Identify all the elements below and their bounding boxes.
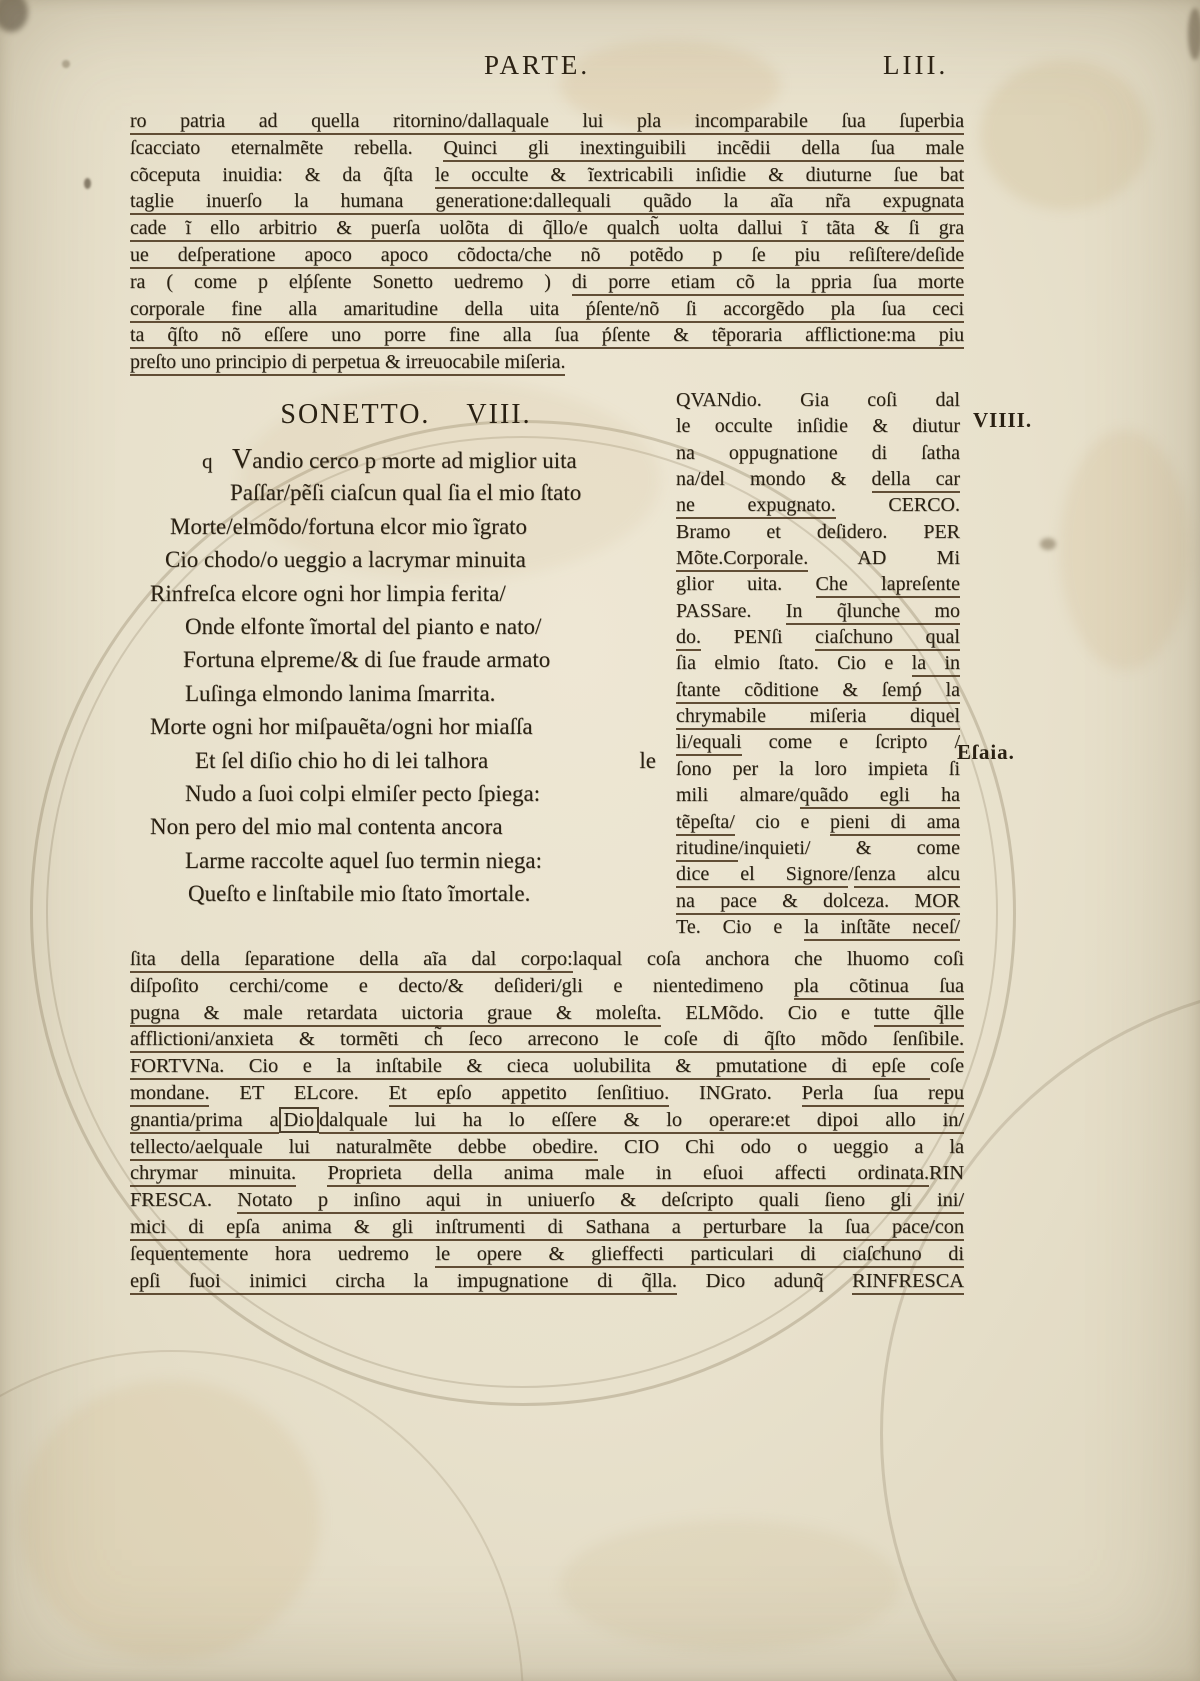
catchword-fragment: le xyxy=(639,747,656,773)
underlined-segment: tellecto/aelquale lui naturalmẽte debbe obedire. xyxy=(130,1136,598,1161)
intro-line xyxy=(130,215,964,242)
commentary-line xyxy=(676,677,960,703)
commentary-line xyxy=(676,598,960,624)
underlined-segment: gnantia/prima a xyxy=(130,1109,279,1134)
underlined-segment: preſto uno principio di perpetua & irreuocabile miſeria. xyxy=(130,351,565,376)
verse-line xyxy=(185,777,670,810)
text-segment: coſe xyxy=(930,1055,964,1078)
text-segment: na/del mondo & xyxy=(676,468,872,491)
commentary-line xyxy=(676,650,960,676)
intro-line xyxy=(130,322,964,349)
commentary-line xyxy=(676,914,960,940)
underlined-segment: li/equali xyxy=(676,731,742,756)
commentary-line xyxy=(676,413,960,439)
intro-paragraph xyxy=(130,108,964,376)
bottom-commentary-line xyxy=(130,1187,964,1214)
underlined-segment: quãdo egli ha xyxy=(800,784,960,809)
verse-line xyxy=(185,844,670,877)
text-segment: cõceputa inuidia: & da q̃ſta xyxy=(130,163,435,186)
commentary-line xyxy=(676,809,960,835)
commentary-line xyxy=(676,387,960,413)
text-segment: Et ſel diſio chio ho di lei talhora xyxy=(195,747,489,773)
paper-stain xyxy=(980,60,1150,210)
text-segment: ſequentemente hora uedremo xyxy=(130,1242,436,1265)
paper-stain xyxy=(1060,430,1190,670)
commentary-line xyxy=(676,782,960,808)
text-segment: ra ( come p elṕſente Sonetto uedremo ) xyxy=(130,270,572,293)
commentary-line xyxy=(676,835,960,861)
underlined-segment: pugna & male retardata uictoria graue & moleſta. xyxy=(130,1002,661,1027)
underlined-segment: ciaſchuno qual xyxy=(815,626,960,651)
verse-line xyxy=(202,443,670,476)
commentary-line xyxy=(676,861,960,887)
commentary-line xyxy=(676,440,960,466)
text-segment: ſono per la loro impieta ſi xyxy=(676,757,960,780)
sonnet-poem xyxy=(150,443,670,910)
underlined-segment: mici di epſa anima & gli inſtrumenti di Sathana a perturbare la ſua pace/con xyxy=(130,1216,964,1241)
margin-note-biblical-reference: Eſaia. xyxy=(957,740,1015,764)
text-segment: come e ſcripto / xyxy=(741,731,960,754)
bottom-commentary-line xyxy=(130,973,964,1000)
verse-line xyxy=(230,476,670,509)
underlined-segment: corporale fine alla amaritudine della uita ṕſente/nõ ſi accorgẽdo pla ſua ceci xyxy=(130,298,964,323)
commentary-line xyxy=(676,571,960,597)
bottom-commentary-line xyxy=(130,1107,964,1134)
verse-line xyxy=(185,677,670,710)
bottom-commentary-line xyxy=(130,1241,964,1268)
underlined-segment: tẽpeſta/ xyxy=(676,811,735,836)
text-segment: CIO Chi odo o ueggio a la xyxy=(598,1135,965,1158)
underlined-segment: dice el Signore xyxy=(676,863,848,888)
commentary-line xyxy=(676,624,960,650)
commentary-column xyxy=(676,387,960,940)
commentary-line xyxy=(676,703,960,729)
underlined-segment: ſenza alcu xyxy=(854,863,961,888)
initial-capital: V xyxy=(232,444,253,475)
underlined-segment: Quinci gli inextinguibili incẽdii della ſua male xyxy=(443,137,964,162)
bottom-commentary-line xyxy=(130,1053,964,1080)
intro-line xyxy=(130,162,964,189)
sonnet-heading-word: SONETTO. xyxy=(280,399,431,430)
bottom-commentary-line xyxy=(130,1268,964,1295)
verse-line xyxy=(150,810,670,843)
verse-line xyxy=(150,710,670,743)
text-segment: ſia elmio ſtato. Cio e xyxy=(676,652,912,675)
underlined-segment: ue deſperatione apoco apoco cõdocta/che nõ potẽdo p ſe piu reſiſtere/deſide xyxy=(130,244,964,269)
underlined-segment: RINFRESCA xyxy=(852,1270,964,1295)
bottom-commentary-line xyxy=(130,1134,964,1161)
text-segment: / xyxy=(847,863,854,886)
intro-line xyxy=(130,349,964,376)
underlined-segment: ne expugnato. xyxy=(676,494,836,519)
underlined-segment: taglie inuerſo la humana generatione:dallequali quãdo la aĩa nr̃a expugnata xyxy=(130,190,964,215)
text-segment: le occulte inſidie & diutur xyxy=(676,415,960,438)
underlined-segment: pieni di ama xyxy=(830,811,960,836)
bottom-commentary-line xyxy=(130,1026,964,1053)
underlined-segment: epſi ſuoi inimici circha la impugnatione di q̃lla. xyxy=(130,1270,677,1295)
commentary-line xyxy=(676,492,960,518)
underlined-segment: Che lapreſente xyxy=(816,573,960,598)
commentary-line xyxy=(676,545,960,571)
text-segment: Larme raccolte aquel ſuo termin niega: xyxy=(185,847,542,873)
text-segment: Onde elfonte ĩmortal del pianto e nato/ xyxy=(185,613,542,639)
verse-line xyxy=(188,877,670,910)
underlined-segment: della car xyxy=(872,468,960,493)
underlined-segment: ſita della ſeparatione della aĩa dal corpo: xyxy=(130,948,573,973)
underlined-segment: ritudine xyxy=(676,837,738,862)
underlined-segment: pla cõtinua ſua xyxy=(794,975,964,1000)
text-segment: PASSare. xyxy=(676,599,786,622)
intro-line xyxy=(130,108,964,135)
text-segment: andio cerco p morte ad miglior uita xyxy=(252,448,577,473)
verse-line xyxy=(150,577,670,610)
underlined-segment: Proprieta della anima male in eſuoi affecti ordinata. xyxy=(327,1162,929,1187)
text-segment: Queſto e linſtabile mio ſtato ĩmortale. xyxy=(188,881,531,907)
bottom-commentary-line xyxy=(130,1000,964,1027)
text-segment: Rinfreſca elcore ogni hor limpia ferita/ xyxy=(150,580,506,606)
underlined-segment: dalquale lui ha lo eſſere & lo operare:et dipoi allo in/ xyxy=(319,1109,964,1134)
folio-number: LIII. xyxy=(883,50,949,80)
underlined-segment: do. xyxy=(676,626,701,651)
commentary-line xyxy=(676,888,960,914)
page-corner-mark xyxy=(0,0,28,32)
margin-note-commentary-number: VIIII. xyxy=(973,408,1033,432)
sonnet-heading xyxy=(150,399,662,431)
text-segment: CERCO. xyxy=(835,494,960,517)
text-segment: Cio chodo/o ueggio a lacrymar minuita xyxy=(165,547,526,573)
underlined-segment: le opere & glieffecti particulari di ciaſchuno di xyxy=(435,1243,964,1268)
verse-line xyxy=(195,744,670,777)
text-segment: cio e xyxy=(734,810,830,833)
text-segment: AD Mi xyxy=(808,547,960,570)
underlined-segment: le occulte & ĩextricabili inſidie & diuturne ſue bat xyxy=(435,164,964,189)
bottom-commentary xyxy=(130,946,964,1294)
ink-speck xyxy=(62,60,70,68)
text-segment: na oppugnatione di ſatha xyxy=(676,441,960,464)
bottom-commentary-line xyxy=(130,1080,964,1107)
verse-line xyxy=(183,643,670,676)
text-segment: FRESCA. xyxy=(130,1189,238,1212)
text-segment: glior uita. xyxy=(676,573,816,596)
intro-line xyxy=(130,269,964,296)
underlined-segment: Et epſo appetito ſenſitiuo. xyxy=(389,1082,670,1107)
verse-line xyxy=(165,543,670,576)
text-segment: QVANdio. Gia coſi dal xyxy=(676,389,960,411)
intro-line xyxy=(130,188,964,215)
underlined-segment: afflictioni/anxieta & tormẽti ch̃ ſeco arrecono le coſe di q̃ſto mõdo ſenſibile. xyxy=(130,1028,964,1053)
underlined-segment: ro patria ad quella ritornino/dallaquale lui pla incomparabile ſua ſuperbia xyxy=(130,110,964,135)
intro-line xyxy=(130,242,964,269)
bottom-commentary-line xyxy=(130,946,964,973)
underlined-segment: chrymabile miſeria diquel xyxy=(676,705,960,730)
underlined-segment: la inſtãte neceſ/ xyxy=(804,916,960,941)
text-segment: Fortuna elpreme/& di ſue fraude armato xyxy=(183,647,551,673)
ink-speck xyxy=(1040,538,1056,550)
text-segment: Bramo et deſidero. PER xyxy=(676,520,960,543)
ink-speck xyxy=(84,178,91,189)
underlined-segment: cade ĩ ello arbitrio & puerſa uolõta di q̃llo/e qualch̃ uolta dallui ĩ tãta & ſi gra xyxy=(130,217,964,242)
text-segment: Paſſar/pẽſi ciaſcun qual ſia el mio ſtato xyxy=(230,480,582,506)
text-segment: diſpoſito cerchi/come e decto/& deſideri/gli e nientedimeno xyxy=(130,974,794,997)
text-segment: ET ELcore. xyxy=(209,1081,389,1104)
underlined-segment: di porre etiam cõ la ppria ſua morte xyxy=(572,271,964,296)
watermark-circle-bottom-left xyxy=(0,1350,524,1681)
bottom-commentary-line xyxy=(130,1160,964,1187)
text-segment: mili almare/ xyxy=(676,784,800,807)
paper-stain xyxy=(20,1380,320,1660)
text-segment: Morte/elmõdo/fortuna elcor mio ĩgrato xyxy=(170,513,528,539)
underlined-segment: Mõte.Corporale. xyxy=(676,547,808,572)
underlined-segment: Perla ſua repu xyxy=(802,1082,964,1107)
text-segment: Luſinga elmondo lanima ſmarrita. xyxy=(185,680,496,706)
intro-line xyxy=(130,135,964,162)
commentary-line xyxy=(676,466,960,492)
text-segment: Morte ogni hor miſpauẽta/ogni hor miaſſa xyxy=(150,714,533,740)
text-segment: ELMõdo. Cio e xyxy=(661,1001,874,1024)
text-segment: Non pero del mio mal contenta ancora xyxy=(150,814,503,840)
text-segment: Nudo a ſuoi colpi elmiſer pecto ſpiega: xyxy=(185,780,541,806)
underlined-segment: tutte q̃lle xyxy=(874,1002,964,1027)
underlined-segment: ta q̃ſto nõ eſſere uno porre fine alla ſua ṕſente & tẽporaria afflictione:ma piu xyxy=(130,324,964,349)
guide-letter: q xyxy=(202,449,213,473)
commentary-line xyxy=(676,729,960,755)
bottom-commentary-line xyxy=(130,1214,964,1241)
paper-stain xyxy=(560,1520,900,1650)
verse-line xyxy=(170,510,670,543)
text-segment: laqual coſa anchora che lhuomo coſi xyxy=(572,948,964,970)
underlined-segment: In q̃lunche mo xyxy=(786,600,960,625)
commentary-line xyxy=(676,519,960,545)
text-segment: INGrato. xyxy=(669,1081,802,1104)
underlined-segment: ſtante cõditione & ſemṕ la xyxy=(676,679,960,704)
text-segment: Dico adunq̃ xyxy=(676,1269,853,1292)
sonnet-heading-numeral: VIII. xyxy=(466,399,532,430)
text-segment xyxy=(296,1162,327,1184)
text-segment: PENſi xyxy=(701,626,816,649)
verse-line xyxy=(185,610,670,643)
underlined-segment: la in xyxy=(912,652,960,677)
underlined-segment: Notato p inſino aqui in uniuerſo & deſcripto quali ſieno gli ini/ xyxy=(237,1189,964,1214)
text-segment: ſcacciato eternalmẽte rebella. xyxy=(130,136,444,159)
page-edge-mark xyxy=(1188,8,1200,60)
boxed-word: Dio xyxy=(279,1107,319,1133)
underlined-segment: mondane. xyxy=(130,1082,209,1107)
underlined-segment: chrymar minuita. xyxy=(130,1162,296,1187)
underlined-segment: na pace & dolceza. MOR xyxy=(676,890,960,915)
text-segment: RIN xyxy=(929,1162,965,1185)
intro-line xyxy=(130,296,964,323)
running-title: PARTE. xyxy=(484,50,591,80)
text-segment: Te. Cio e xyxy=(676,915,805,938)
text-segment: /inquieti/ & come xyxy=(738,836,960,859)
underlined-segment: FORTVNa. Cio e la inſtabile & cieca uolubilita & pmutatione di epſe xyxy=(130,1055,930,1080)
commentary-line xyxy=(676,756,960,782)
